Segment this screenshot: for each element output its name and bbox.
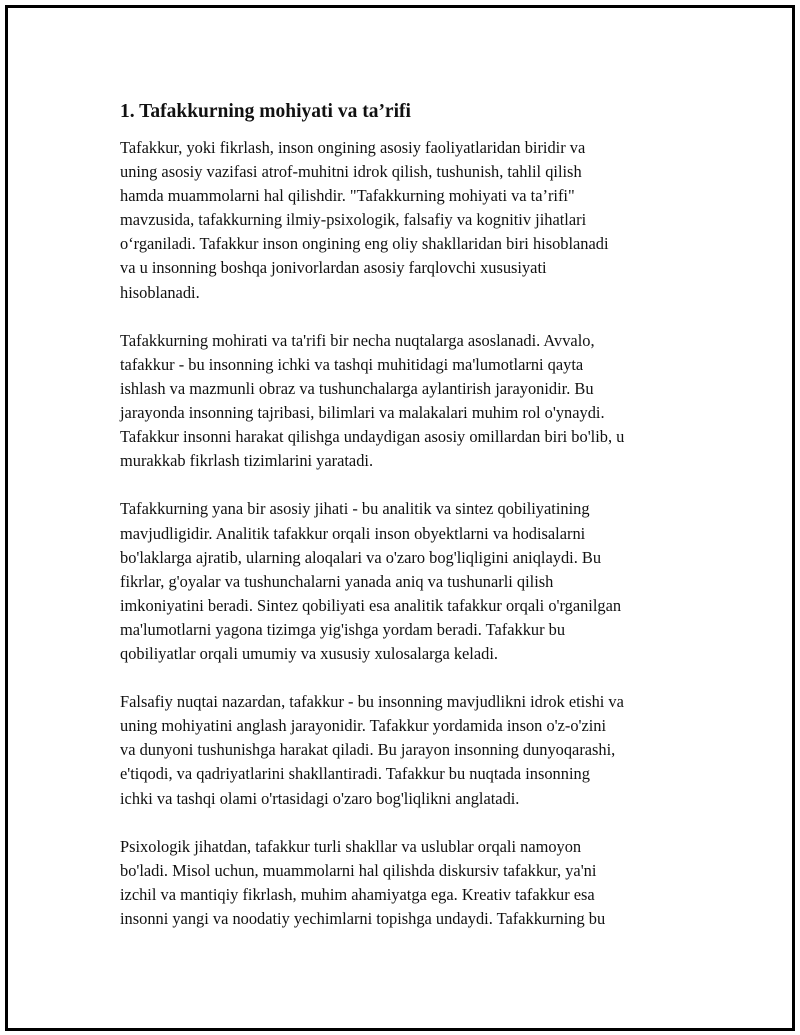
text-line: bo'ladi. Misol uchun, muammolarni hal qilishda diskursiv tafakkur, ya'ni — [120, 860, 597, 880]
paragraph-psychological — [120, 835, 710, 931]
text-line: jarayonda insonning tajribasi, bilimlari va malakalari muhim rol o'ynaydi. — [120, 403, 605, 423]
text-line: Falsafiy nuqtai nazardan, tafakkur - bu insonning mavjudlikni idrok etishi va — [120, 692, 624, 712]
text-line: murakkab fikrlash tizimlarini yaratadi. — [120, 451, 374, 471]
paragraph-definition — [120, 136, 710, 305]
text-line: mavjudligidir. Analitik tafakkur orqali inson obyektlarni va hodisalarni — [120, 523, 586, 543]
text-line: Tafakkur insonni harakat qilishga undaydigan asosiy omillardan biri bo'lib, u — [120, 427, 625, 447]
text-line: insonni yangi va noodatiy yechimlarni topishga undaydi. Tafakkurning bu — [120, 909, 606, 928]
document-body — [120, 100, 710, 955]
text-line: uning mohiyatini anglash jarayonidir. Tafakkur yordamida inson o'z-o'zini — [120, 716, 607, 736]
text-line: o‘rganiladi. Tafakkur inson ongining eng oliy shakllaridan biri hisoblanadi — [120, 234, 609, 254]
text-line: Tafakkurning mohirati va ta'rifi bir necha nuqtalarga asoslanadi. Avvalo, — [120, 330, 595, 350]
text-line: uning asosiy vazifasi atrof-muhitni idrok qilish, tushunish, tahlil qilish — [120, 162, 582, 182]
paragraph-philosophical — [120, 690, 710, 810]
section-heading: 1. Tafakkurning mohiyati va ta’rifi — [120, 101, 411, 122]
text-line: va u insonning boshqa jonivorlardan asosiy farqlovchi xususiyati — [120, 258, 547, 278]
text-line: qobiliyatlar orqali umumiy va xususiy xulosalarga keladi. — [120, 643, 498, 663]
text-line: hamda muammolarni hal qilishdir. "Tafakkurning mohiyati va ta’rifi" — [120, 186, 575, 206]
text-line: ichki va tashqi olami o'rtasidagi o'zaro bog'liqlikni anglatadi. — [120, 788, 520, 808]
text-line: tafakkur - bu insonning ichki va tashqi muhitidagi ma'lumotlarni qayta — [120, 354, 584, 374]
text-line: hisoblanadi. — [120, 282, 200, 302]
text-line: Tafakkurning yana bir asosiy jihati - bu analitik va sintez qobiliyatining — [120, 499, 590, 519]
page-frame — [5, 5, 795, 1031]
text-line: mavzusida, tafakkurning ilmiy-psixologik, falsafiy va kognitiv jihatlari — [120, 210, 587, 230]
paragraph-essence — [120, 329, 710, 474]
text-line: va dunyoni tushunishga harakat qiladi. Bu jarayon insonning dunyoqarashi, — [120, 740, 616, 760]
text-line: izchil va mantiqiy fikrlash, muhim ahamiyatga ega. Kreativ tafakkur esa — [120, 884, 595, 904]
text-line: ishlash va mazmunli obraz va tushunchalarga aylantirish jarayonidir. Bu — [120, 378, 594, 398]
text-line: imkoniyatini beradi. Sintez qobiliyati esa analitik tafakkur orqali o'rganilgan — [120, 595, 622, 615]
text-line: ma'lumotlarni yagona tizimga yig'ishga yordam beradi. Tafakkur bu — [120, 619, 566, 639]
paragraph-analysis-synthesis — [120, 497, 710, 666]
text-line: Psixologik jihatdan, tafakkur turli shakllar va uslublar orqali namoyon — [120, 836, 582, 856]
text-line: bo'laklarga ajratib, ularning aloqalari va o'zaro bog'liqligini aniqlaydi. Bu — [120, 547, 602, 567]
text-line: Tafakkur, yoki fikrlash, inson ongining asosiy faoliyatlaridan biridir va — [120, 138, 586, 157]
text-line: e'tiqodi, va qadriyatlarini shakllantiradi. Tafakkur bu nuqtada insonning — [120, 764, 590, 784]
text-line: fikrlar, g'oyalar va tushunchalarni yanada aniq va tushunarli qilish — [120, 571, 554, 591]
